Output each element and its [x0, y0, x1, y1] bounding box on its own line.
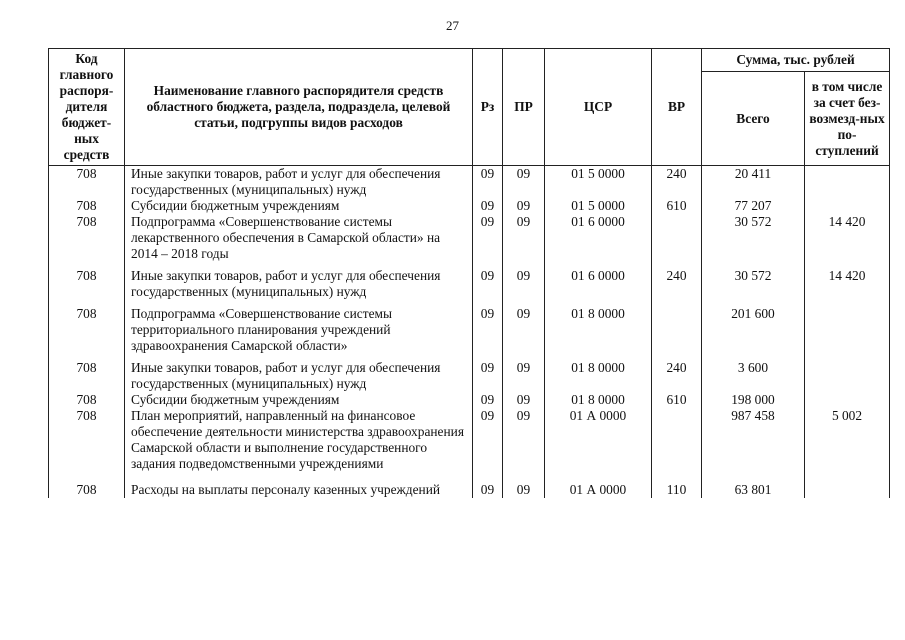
cell-code: 708: [49, 354, 125, 392]
table-row: [49, 198, 890, 214]
cell-name: Иные закупки товаров, работ и услуг для обеспечения государственных (муниципальных) нужд: [125, 166, 473, 199]
cell-csr: 01 6 0000: [545, 262, 652, 300]
cell-pr: 09: [503, 408, 545, 472]
cell-vr: [652, 300, 702, 354]
cell-pr: 09: [503, 214, 545, 262]
cell-vr: [652, 408, 702, 472]
page-number: 27: [446, 18, 459, 33]
cell-rz: 09: [473, 392, 503, 408]
cell-total: 20 411: [702, 166, 805, 199]
cell-pr: 09: [503, 198, 545, 214]
header-rz: Рз: [473, 49, 503, 166]
cell-code: 708: [49, 392, 125, 408]
cell-total: 30 572: [702, 214, 805, 262]
cell-grants: [805, 392, 890, 408]
cell-code: 708: [49, 166, 125, 199]
cell-grants: [805, 472, 890, 498]
table-row: [49, 392, 890, 408]
table-row: [49, 472, 890, 498]
cell-grants: [805, 354, 890, 392]
cell-total: 77 207: [702, 198, 805, 214]
cell-total: 987 458: [702, 408, 805, 472]
cell-vr: [652, 214, 702, 262]
cell-rz: 09: [473, 166, 503, 199]
cell-name: План мероприятий, направленный на финансовое обеспечение деятельности министерства здравоохранения Самарской области и выполнение государственного задания подведомственными учреждениями: [125, 408, 473, 472]
header-vr: ВР: [652, 49, 702, 166]
cell-pr: 09: [503, 354, 545, 392]
cell-rz: 09: [473, 214, 503, 262]
header-sum: Сумма, тыс. рублей: [702, 49, 890, 72]
cell-grants: 14 420: [805, 262, 890, 300]
cell-code: 708: [49, 198, 125, 214]
cell-grants: [805, 198, 890, 214]
cell-rz: 09: [473, 198, 503, 214]
cell-pr: 09: [503, 166, 545, 199]
cell-csr: 01 8 0000: [545, 354, 652, 392]
cell-grants: 14 420: [805, 214, 890, 262]
cell-vr: 110: [652, 472, 702, 498]
cell-csr: 01 5 0000: [545, 198, 652, 214]
table-row: [49, 214, 890, 262]
cell-name: Подпрограмма «Совершенствование системы территориального планирования учреждений здравоохранения Самарской области»: [125, 300, 473, 354]
cell-name: Иные закупки товаров, работ и услуг для обеспечения государственных (муниципальных) нужд: [125, 354, 473, 392]
cell-rz: 09: [473, 300, 503, 354]
header-csr: ЦСР: [545, 49, 652, 166]
header-pr: ПР: [503, 49, 545, 166]
cell-pr: 09: [503, 472, 545, 498]
cell-rz: 09: [473, 408, 503, 472]
cell-total: 63 801: [702, 472, 805, 498]
cell-code: 708: [49, 408, 125, 472]
cell-grants: [805, 166, 890, 199]
cell-name: Субсидии бюджетным учреждениям: [125, 198, 473, 214]
cell-vr: 610: [652, 198, 702, 214]
cell-grants: [805, 300, 890, 354]
header-total: Всего: [702, 72, 805, 166]
header-grants: в том числе за счет без-возмезд-ных по-ступлений: [805, 72, 890, 166]
header-code: Код главного распоря-дителя бюджет-ных средств: [49, 49, 125, 166]
cell-csr: 01 А 0000: [545, 408, 652, 472]
cell-vr: 240: [652, 262, 702, 300]
cell-total: 201 600: [702, 300, 805, 354]
cell-pr: 09: [503, 262, 545, 300]
table-row: [49, 354, 890, 392]
cell-total: 198 000: [702, 392, 805, 408]
cell-rz: 09: [473, 472, 503, 498]
table-body: [49, 166, 890, 499]
cell-total: 3 600: [702, 354, 805, 392]
cell-name: Подпрограмма «Совершенствование системы лекарственного обеспечения в Самарской области» на 2014 – 2018 годы: [125, 214, 473, 262]
cell-vr: 240: [652, 354, 702, 392]
cell-csr: 01 А 0000: [545, 472, 652, 498]
cell-total: 30 572: [702, 262, 805, 300]
cell-rz: 09: [473, 262, 503, 300]
cell-csr: 01 5 0000: [545, 166, 652, 199]
table-row: [49, 300, 890, 354]
cell-csr: 01 6 0000: [545, 214, 652, 262]
cell-code: 708: [49, 262, 125, 300]
cell-code: 708: [49, 214, 125, 262]
cell-name: Расходы на выплаты персоналу казенных учреждений: [125, 472, 473, 498]
header-name: Наименование главного распорядителя средств областного бюджета, раздела, подраздела, целевой статьи, подгруппы видов расходов: [125, 49, 473, 166]
cell-rz: 09: [473, 354, 503, 392]
cell-vr: 240: [652, 166, 702, 199]
table-row: [49, 262, 890, 300]
table-row: [49, 408, 890, 472]
cell-name: Иные закупки товаров, работ и услуг для обеспечения государственных (муниципальных) нужд: [125, 262, 473, 300]
cell-code: 708: [49, 300, 125, 354]
cell-name: Субсидии бюджетным учреждениям: [125, 392, 473, 408]
table-row: [49, 166, 890, 199]
cell-pr: 09: [503, 300, 545, 354]
cell-csr: 01 8 0000: [545, 300, 652, 354]
cell-pr: 09: [503, 392, 545, 408]
cell-vr: 610: [652, 392, 702, 408]
cell-csr: 01 8 0000: [545, 392, 652, 408]
cell-grants: 5 002: [805, 408, 890, 472]
budget-table: [48, 48, 890, 498]
cell-code: 708: [49, 472, 125, 498]
